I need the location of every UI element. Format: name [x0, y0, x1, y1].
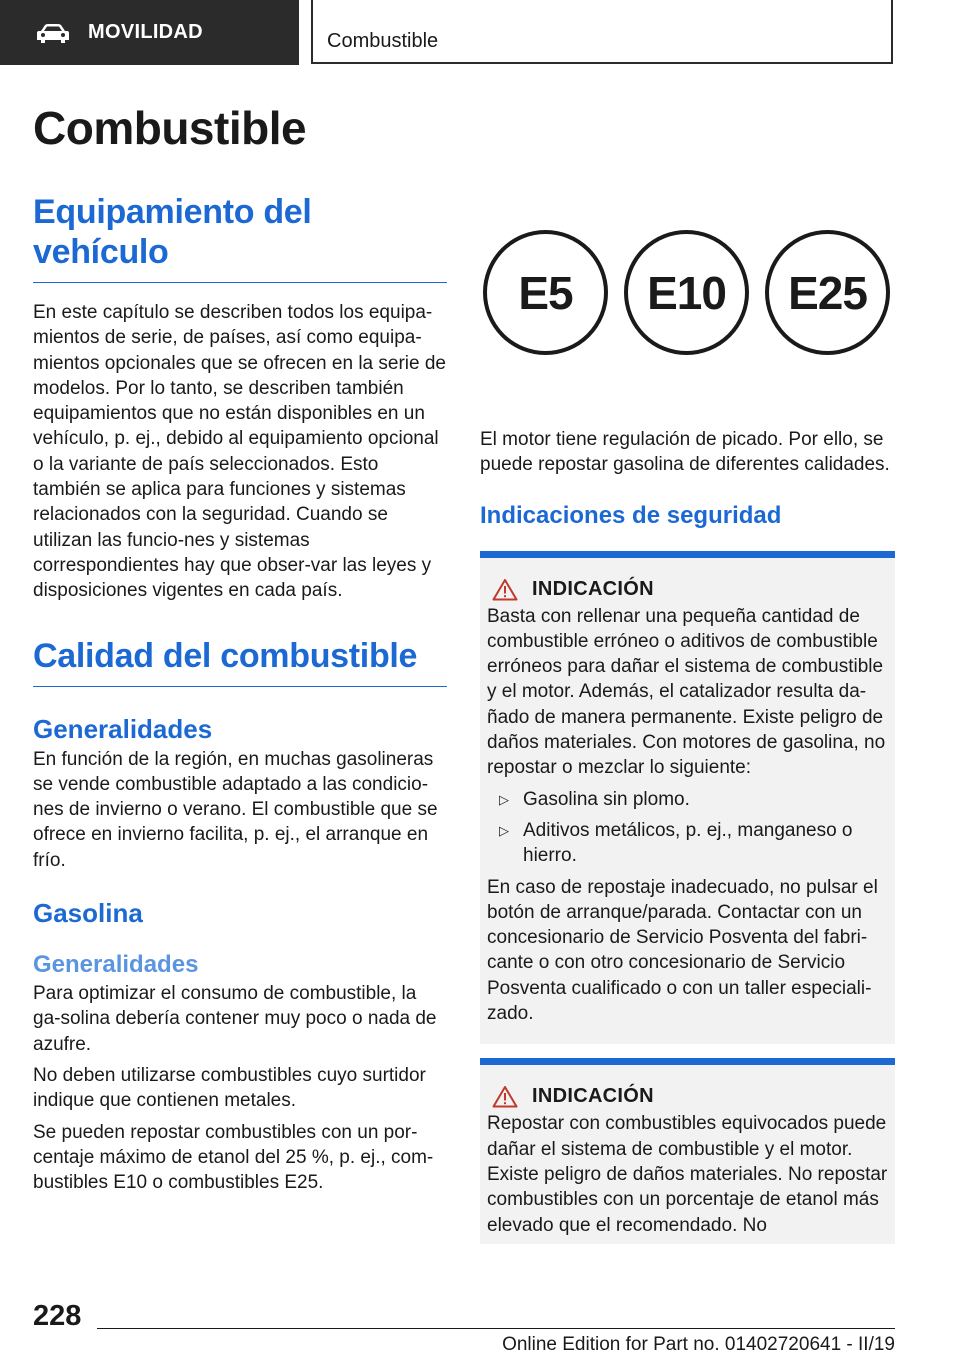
gasoline-paragraph-2: No deben utilizarse combustibles cuyo surtidor indique que contienen metales.: [33, 1064, 426, 1112]
fuel-badge-e10: E10: [624, 230, 749, 355]
chapter-tab[interactable]: [0, 0, 299, 65]
bullet-arrow-icon: ▷: [499, 822, 509, 838]
list-item: [487, 818, 888, 869]
list-item-text: Aditivos metálicos, p. ej., manganeso o hierro.: [523, 819, 853, 867]
right-column: [480, 230, 895, 1244]
bullet-arrow-icon: ▷: [499, 791, 509, 807]
general-paragraph: En función de la región, en muchas gasolineras se vende combustible adaptado a las condicio-nes de invierno o verano. El combustible que se ofrece en invierno facilita, p. ej., el arranque en frío.: [33, 748, 438, 871]
left-column: [33, 100, 447, 1195]
heading-safety: Indicaciones de seguridad: [480, 501, 782, 529]
chapter-tab-label: MOVILIDAD: [88, 21, 203, 43]
breadcrumb: [311, 0, 893, 64]
warning-icon: [492, 578, 518, 601]
page-number: 228: [33, 1300, 82, 1332]
notice-box-2: [480, 1058, 895, 1243]
gasoline-paragraph-3: Se pueden repostar combustibles con un por-centaje máximo de etanol del 25 %, p. ej., com-bustibles E10 o combustibles E25.: [33, 1121, 434, 1194]
fuel-badges: [483, 230, 890, 355]
footer-divider: [97, 1328, 895, 1329]
notice-text: Basta con rellenar una pequeña cantidad de combustible erróneo o aditivos de combustible erróneos para dañar el sistema de combustible y el motor. Además, el catalizador resulta da-ñado de manera permanente. Existe peligro de daños materiales. Con motores de gasolina, no repostar o mezclar lo siguiente:: [487, 605, 886, 779]
page-title: Combustible: [33, 102, 307, 154]
gasoline-paragraph-1: Para optimizar el consumo de combustible, la ga-solina debería contener muy poco o nada de azufre.: [33, 983, 437, 1055]
notice-text: Repostar con combustibles equivocados puede dañar el sistema de combustible y el motor. Existe peligro de daños materiales. No repostar combustibles con un porcentaje de etanol más elevado que el recomendado. No: [487, 1113, 888, 1236]
notice-title: INDICACIÓN: [532, 577, 654, 600]
warning-icon: [492, 1085, 518, 1108]
fuel-badge-e5: E5: [483, 230, 608, 355]
notice-header: [492, 578, 888, 601]
section-heading-equipment: Equipamiento del vehículo: [33, 192, 447, 283]
edition-label: Online Edition for Part no. 01402720641 - II/19: [502, 1334, 895, 1355]
notice-header: [492, 1085, 888, 1108]
motor-paragraph: El motor tiene regulación de picado. Por ello, se puede repostar gasolina de diferentes calidades.: [480, 429, 890, 476]
list-item-text: Gasolina sin plomo.: [523, 788, 690, 810]
breadcrumb-label: Combustible: [327, 30, 439, 52]
heading-gasoline-general: Generalidades: [33, 951, 199, 979]
list-item: [487, 787, 888, 812]
notice-box-1: [480, 551, 895, 1045]
heading-general: Generalidades: [33, 713, 213, 744]
section-heading-fuel-quality: Calidad del combustible: [33, 636, 447, 687]
equipment-paragraph: En este capítulo se describen todos los equipa-mientos de serie, de países, así como equipa-mientos opcionales que se ofrecen en la serie de modelos. Por lo tanto, se describen también equipamientos que no están disponibles en un vehículo, p. ej., debido al equipamiento opcional o la variante de país seleccionados. Esto también se aplica para funciones y sistemas relacionados con la seguridad. Cuando se utilizan las funcio-nes y sistemas correspondientes hay que obser-var las leyes y disposiciones vigentes en cada país.: [33, 302, 446, 602]
notice-title: INDICACIÓN: [532, 1085, 654, 1108]
fuel-badge-e25: E25: [765, 230, 890, 355]
notice-followup-text: En caso de repostaje inadecuado, no pulsar el botón de arranque/parada. Contactar con un concesionario de Servicio Posventa del fabri-cante o con otro concesionario de Servicio Posventa cualificado o con un taller especiali-zado.: [487, 876, 878, 1025]
car-icon: [36, 22, 70, 44]
heading-gasoline: Gasolina: [33, 898, 143, 929]
